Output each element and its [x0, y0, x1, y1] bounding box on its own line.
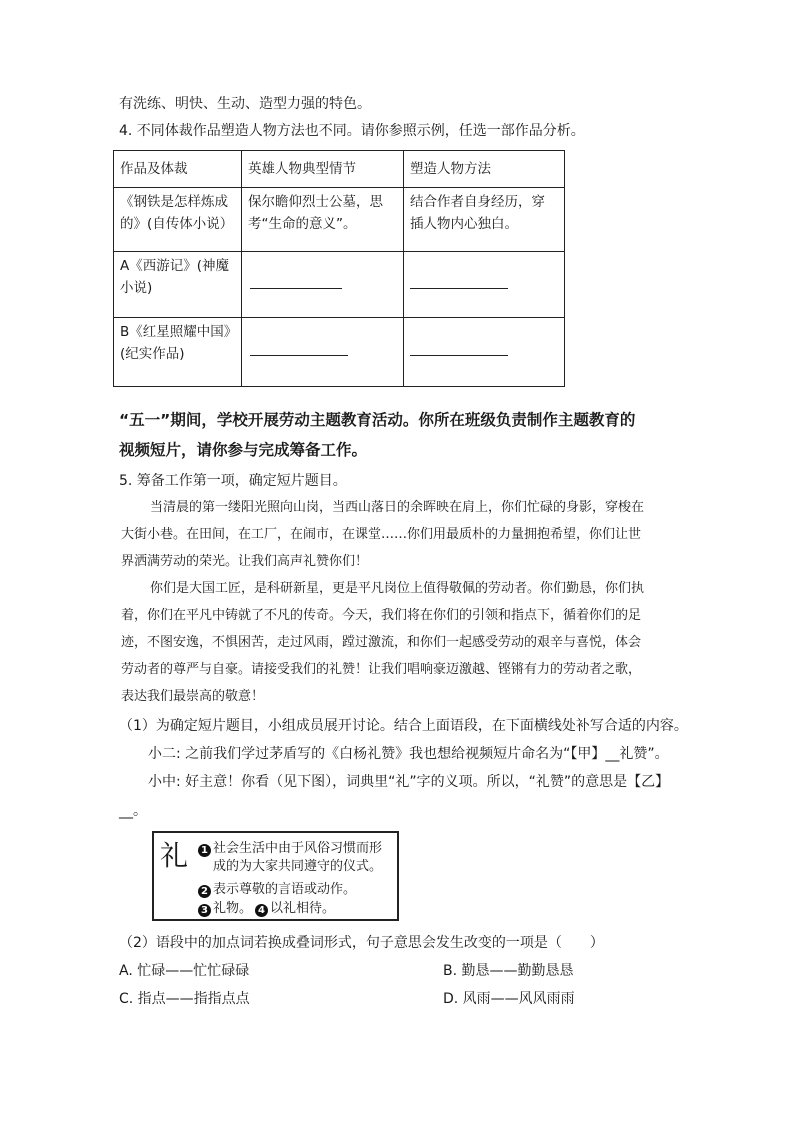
number-4-icon: 4 [255, 904, 268, 917]
answer-line [410, 354, 508, 356]
passage-line: 界洒满劳动的荣光。让我们高声礼赞你们！ [121, 554, 369, 569]
works-table [113, 150, 565, 387]
dictionary-char: 礼 [160, 839, 189, 872]
option-a-work: A《西游记》(神魔小说) [114, 252, 242, 318]
option-a[interactable]: A. 忙碌——忙忙碌碌 [119, 963, 250, 979]
dictionary-sense-2: 2 表示尊敬的言语或动作。 [198, 881, 356, 899]
question-5-title: 5. 筹备工作第一项，确定短片题目。 [119, 473, 347, 489]
dictionary-sense-1: 1 社会生活中由于风俗习惯而形 [198, 840, 382, 858]
passage-line: 你们是大国工匠，是科研新星，更是平凡岗位上值得敬佩的劳动者。你们勤恳，你们执 [150, 581, 645, 596]
table-row-b [114, 318, 565, 387]
example-method: 结合作者自身经历，穿插人物内心独白。 [404, 188, 565, 252]
passage-line: 劳动者的尊严与自豪。请接受我们的礼赞！让我们唱响豪迈激越、铿锵有力的劳动者之歌， [121, 662, 642, 677]
dictionary-sense-1-cont: 成的为大家共同遵守的仪式。 [213, 859, 383, 874]
passage-line: 大街小巷。在田间，在工厂，在闹市，在课堂……你们用最质朴的力量拥抱希望，你们让世 [121, 527, 642, 542]
answer-line [410, 287, 508, 289]
option-b[interactable]: B. 勤恳——勤勤恳恳 [443, 963, 574, 979]
sub-question-1: （1）为确定短片题目，小组成员展开讨论。结合上面语段，在下面横线处补写合适的内容。 [119, 718, 688, 734]
question-4-prompt: 4. 不同体裁作品塑造人物方法也不同。请你参照示例，任选一部作品分析。 [119, 123, 585, 139]
dialogue-xiaozhong: 小中: 好主意！你看（见下图），词典里“礼”字的义项。所以，“礼赞”的意思是【乙】 [148, 774, 670, 790]
option-d[interactable]: D. 风雨——风风雨雨 [443, 991, 575, 1007]
dialogue-xiaoer: 小二: 之前我们学过茅盾写的《白杨礼赞》我也想给视频短片命名为“【甲】__礼赞”。 [148, 746, 669, 762]
passage-line: 当清晨的第一缕阳光照向山岗，当西山落日的余晖映在肩上，你们忙碌的身影，穿梭在 [150, 500, 645, 515]
number-1-icon: 1 [198, 844, 211, 857]
header-plot: 英雄人物典型情节 [242, 151, 404, 188]
option-a-plot-blank[interactable] [242, 252, 404, 318]
number-3-icon: 3 [198, 904, 211, 917]
answer-line [250, 287, 342, 289]
option-b-plot-blank[interactable] [242, 318, 404, 387]
example-plot: 保尔瞻仰烈士公墓，思考“生命的意义”。 [242, 188, 404, 252]
number-2-icon: 2 [198, 885, 211, 898]
passage-line: 表达我们最崇高的敬意！ [121, 689, 265, 704]
option-b-work: B《红星照耀中国》(纪实作品) [114, 318, 242, 387]
dictionary-box [152, 831, 399, 921]
activity-line-2: 视频短片，请你参与完成筹备工作。 [119, 441, 368, 459]
passage-line: 着，你们在平凡中铸就了不凡的传奇。今天，我们将在你们的引领和指点下，循着你们的足 [121, 608, 642, 623]
option-a-method-blank[interactable] [404, 252, 565, 318]
table-row-a [114, 252, 565, 318]
option-b-method-blank[interactable] [404, 318, 565, 387]
dialogue-xiaozhong-end: __。 [119, 803, 147, 819]
header-method: 塑造人物方法 [404, 151, 565, 188]
example-work: 《钢铁是怎样炼成的》(自传体小说） [114, 188, 242, 252]
table-row-example [114, 188, 565, 252]
table-header-row [114, 151, 565, 188]
sub-question-2: （2）语段中的加点词若换成叠词形式，句子意思会发生改变的一项是（ ） [119, 935, 604, 951]
option-c[interactable]: C. 指点——指指点点 [119, 991, 250, 1007]
intro-line: 有洗练、明快、生动、造型力强的特色。 [119, 96, 371, 112]
header-work: 作品及体裁 [114, 151, 242, 188]
dictionary-sense-3-4: 3 礼物。 4 以礼相待。 [198, 900, 335, 918]
answer-line [250, 354, 348, 356]
passage-line: 迹，不图安逸，不惧困苦，走过风雨，蹚过激流，和你们一起感受劳动的艰辛与喜悦，体会 [121, 635, 642, 650]
activity-line-1: “五一”期间，学校开展劳动主题教育活动。你所在班级负责制作主题教育的 [119, 411, 636, 429]
